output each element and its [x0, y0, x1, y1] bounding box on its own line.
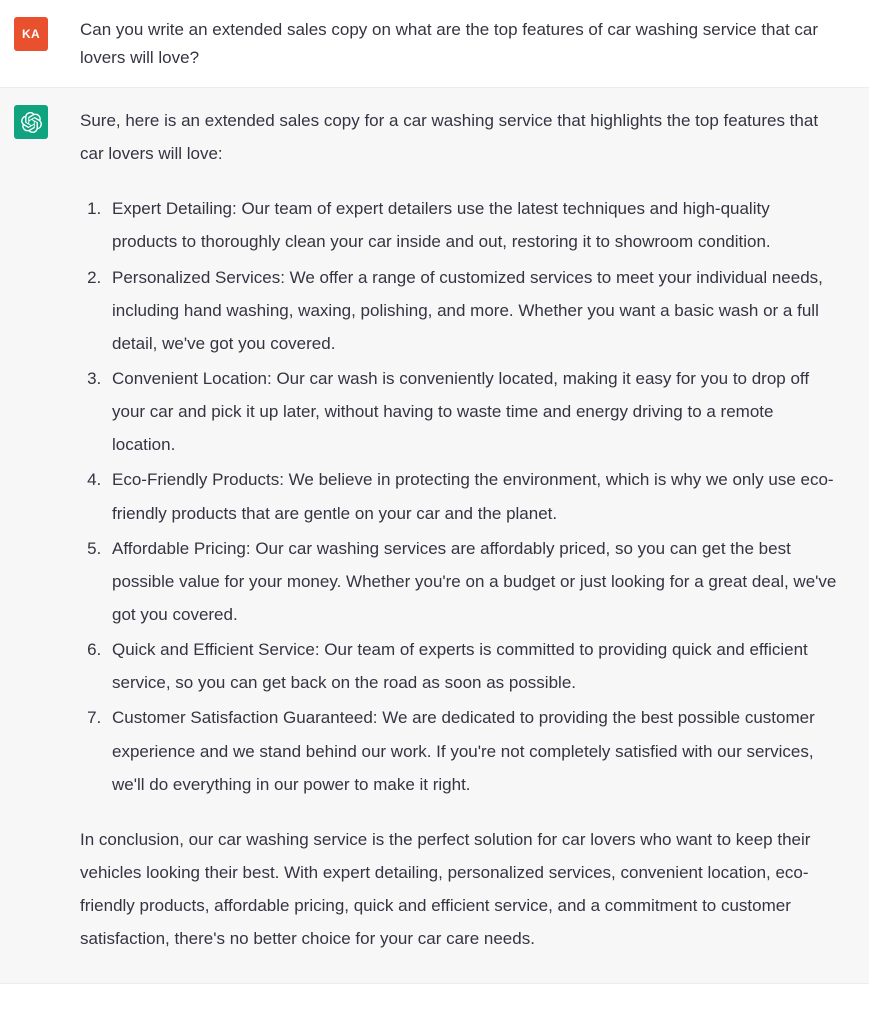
- assistant-intro-text: Sure, here is an extended sales copy for a car washing service that highlights the top features that car lovers will love:: [80, 111, 819, 164]
- avatar-user: KA: [14, 17, 48, 51]
- openai-logo-icon: [21, 112, 42, 133]
- list-item: 2. Personalized Services: We offer a range of customized services to meet your individual needs, including hand washing, waxing, polishing, and more. Whether you want a basic wash or a full detail, we've got you covered.: [106, 261, 839, 360]
- feature-list: [80, 192, 839, 801]
- user-message-body: [80, 16, 855, 71]
- assistant-message-turn: [0, 88, 869, 984]
- list-item: 4. Eco-Friendly Products: We believe in protecting the environment, which is why we only use eco-friendly products that are gentle on your car and the planet.: [106, 463, 839, 529]
- list-item: 3. Convenient Location: Our car wash is conveniently located, making it easy for you to drop off your car and pick it up later, without having to waste time and energy driving to a remote location.: [106, 362, 839, 461]
- list-item: 5. Affordable Pricing: Our car washing services are affordably priced, so you can get the best possible value for your money. Whether you're on a budget or just looking for a great deal, we've got you covered.: [106, 532, 839, 631]
- user-message-text: Can you write an extended sales copy on what are the top features of car washing service that car lovers will love?: [80, 20, 819, 67]
- list-item: 6. Quick and Efficient Service: Our team of experts is committed to providing quick and efficient service, so you can get back on the road as soon as possible.: [106, 633, 839, 699]
- list-item: 1. Expert Detailing: Our team of expert detailers use the latest techniques and high-quality products to thoroughly clean your car inside and out, restoring it to showroom condition.: [106, 192, 839, 258]
- user-message-turn: [0, 0, 869, 88]
- list-item: 7. Customer Satisfaction Guaranteed: We are dedicated to providing the best possible customer experience and we stand behind our work. If you're not completely satisfied with our services, we'll do everything in our power to make it right.: [106, 701, 839, 800]
- assistant-message-body: [80, 104, 855, 955]
- avatar-assistant: [14, 105, 48, 139]
- assistant-conclusion-text: In conclusion, our car washing service is the perfect solution for car lovers who want to keep their vehicles looking their best. With expert detailing, personalized services, convenient location, eco-friendly products, affordable pricing, quick and efficient service, and a commitment to customer satisfaction, there's no better choice for your car care needs.: [80, 829, 811, 949]
